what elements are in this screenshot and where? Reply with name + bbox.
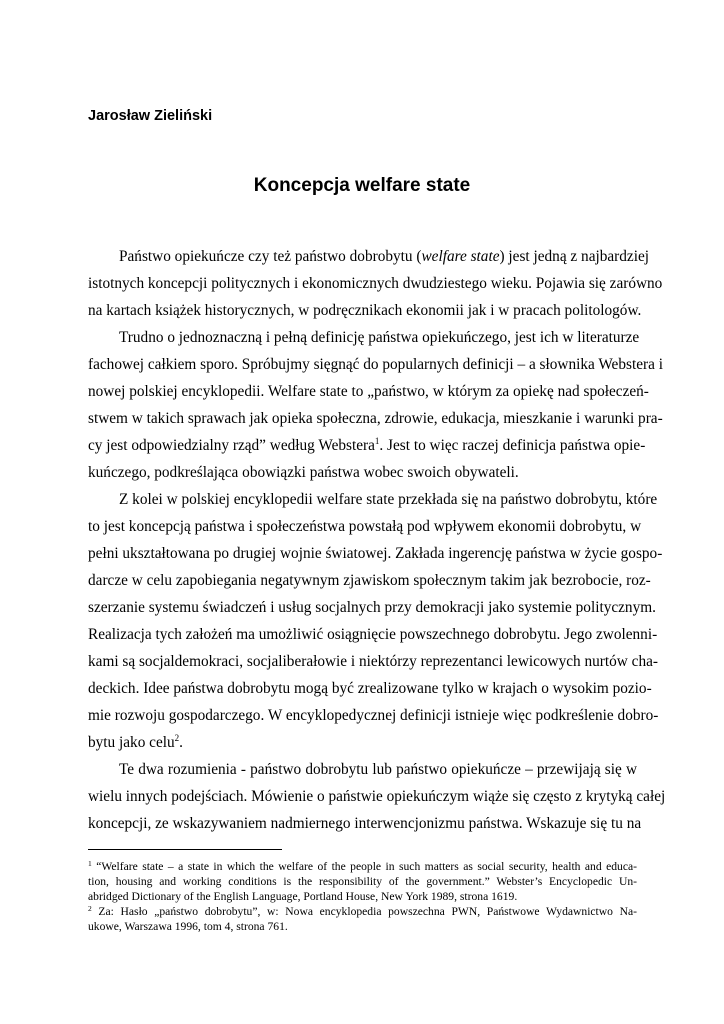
body-text-line: fachowej całkiem sporo. Spróbujmy sięgnąć do popularnych definicji – a słownika Webstera i (88, 356, 663, 373)
body-text-line: szerzanie systemu świadczeń i usług socjalnych przy demokracji jako systemie politycznym. (88, 599, 656, 616)
footnote-1-line: abridged Dictionary of the English Language, Portland House, New York 1989, strona 1619. (88, 890, 518, 903)
footnote-2-line: ukowe, Warszawa 1996, tom 4, strona 761. (88, 920, 288, 933)
footnote-divider (88, 849, 282, 850)
body-text-line: na kartach książek historycznych, w podręcznikach ekonomii jak i w pracach politologów. (88, 302, 642, 319)
body-text-line: wielu innych podejściach. Mówienie o państwie opiekuńczym wiąże się często z krytyką całej (88, 788, 666, 805)
body-text-line: cy jest odpowiedzialny rząd” według Webstera$^1$. Jest to więc raczej definicja państwa opie- (88, 436, 646, 454)
footnote-1: $^1$ “Welfare state – a state in which the welfare of the people in such matters as social security, health and educa- (88, 859, 637, 873)
body-text-line: deckich. Idee państwa dobrobytu mogą być zrealizowane tylko w krajach o wysokim pozio- (88, 680, 652, 697)
body-text-line: Z kolei w polskiej encyklopedii welfare state przekłada się na państwo dobrobytu, które (119, 491, 658, 508)
body-text-line: nowej polskiej encyklopedii. Welfare state to „państwo, w którym za opiekę nad społeczeń- (88, 383, 649, 400)
footnote-ref-2[interactable]: 2 (174, 733, 180, 743)
author-name: Jarosław Zieliński (88, 108, 213, 124)
page-title: Koncepcja welfare state (253, 175, 471, 196)
body-text-line: Państwo opiekuńcze czy też państwo dobrobytu (welfare state) jest jedną z najbardziej (119, 248, 649, 265)
footnote-number: 2 (88, 904, 92, 913)
footnote-ref-1[interactable]: 1 (374, 436, 380, 446)
footnote-1-line: tion, housing and working conditions is the responsibility of the government.” Webster’s Encyclopedic Un- (88, 875, 637, 888)
footnote-number: 1 (88, 859, 92, 868)
footnote-2: $^2$ Za: Hasło „państwo dobrobytu”, w: Nowa encyklopedia powszechna PWN, Państwowe Wydawnictwo Na- (88, 904, 637, 918)
body-text-line: bytu jako celu$^2$. (88, 733, 183, 751)
body-text-line: kuńczego, podkreślająca obowiązki państwa wobec swoich obywateli. (88, 464, 519, 481)
body-text-line: stwem w takich sprawach jak opieka społeczna, zdrowie, edukacja, mieszkanie i warunki pra- (88, 410, 663, 427)
body-text-line: Realizacja tych założeń ma umożliwić osiągnięcie powszechnego dobrobytu. Jego zwolenni- (88, 626, 658, 643)
body-text-line: Te dwa rozumienia - państwo dobrobytu lub państwo opiekuńcze – przewijają się w (119, 761, 637, 778)
body-text-line: kami są socjaldemokraci, socjaliberałowie i niektórzy reprezentanci lewicowych nurtów cha- (88, 653, 658, 670)
body-text-line: koncepcji, ze wskazywaniem nadmiernego interwencjonizmu państwa. Wskazuje się tu na (88, 815, 642, 832)
body-text-line: istotnych koncepcji politycznych i ekonomicznych dwudziestego wieku. Pojawia się zarówno (88, 275, 663, 292)
body-text-line: to jest koncepcją państwa i społeczeństwa powstałą pod wpływem ekonomii dobrobytu, w (88, 518, 642, 535)
body-text-line: darcze w celu zapobiegania negatywnym zjawiskom społecznym takim jak bezrobocie, roz- (88, 572, 651, 589)
body-text-line: mie rozwoju gospodarczego. W encyklopedycznej definicji istnieje więc podkreślenie dobro- (88, 707, 659, 724)
body-text-line: pełni ukształtowana po drugiej wojnie światowej. Zakłada ingerencję państwa w życie gospo- (88, 545, 663, 562)
body-text-line: Trudno o jednoznaczną i pełną definicję państwa opiekuńczego, jest ich w literaturze (119, 329, 640, 346)
